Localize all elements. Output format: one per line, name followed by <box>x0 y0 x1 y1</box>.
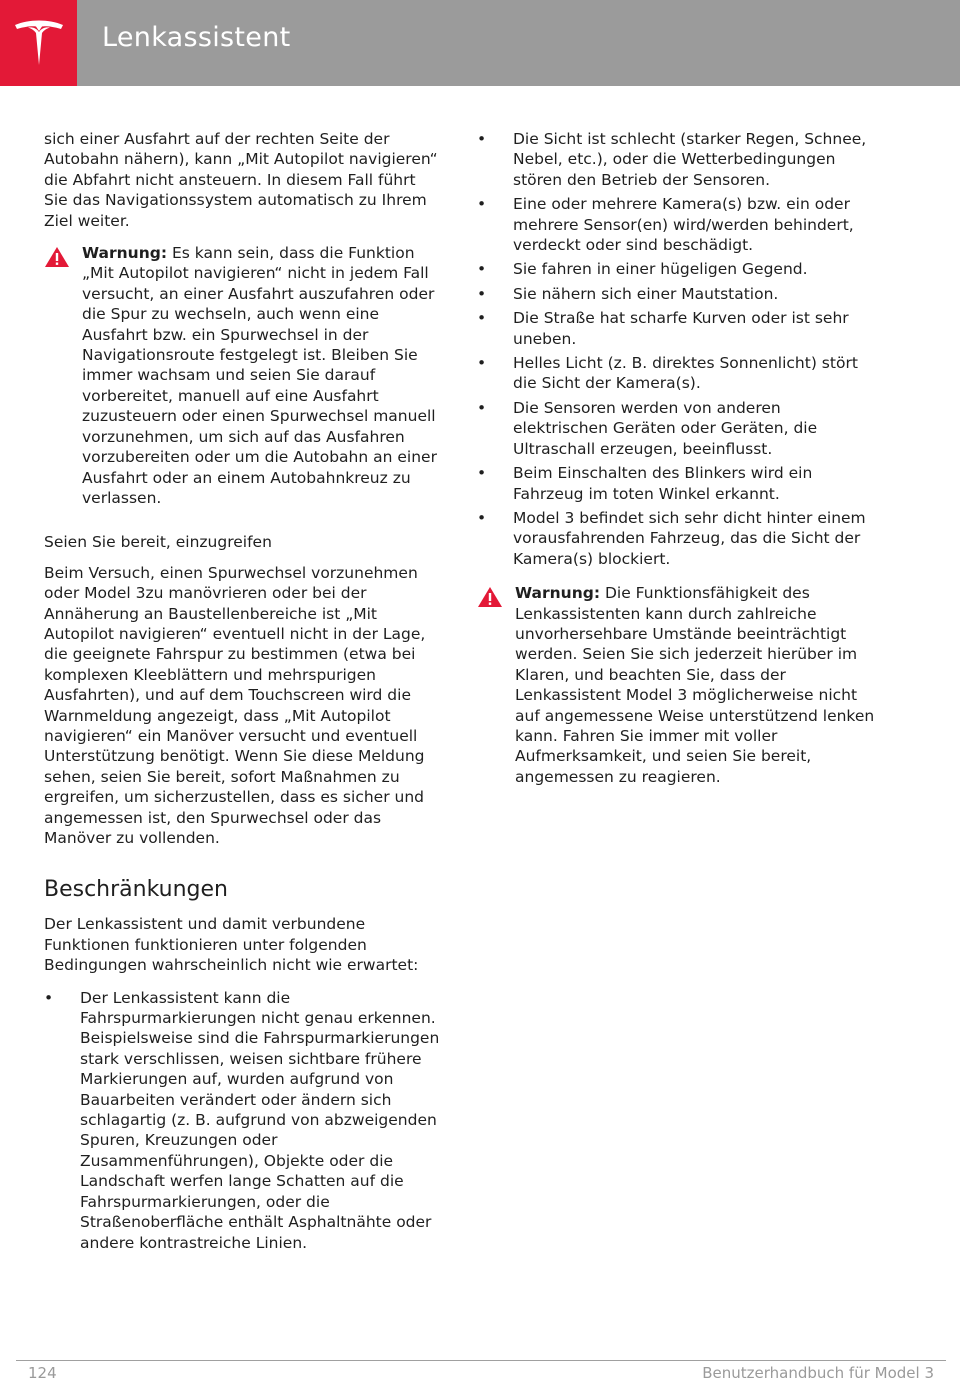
paragraph-limitations: Der Lenkassistent und damit verbundene Funktionen funktionieren unter folgenden Bedingungen wahrscheinlich nicht wie erwartet: <box>44 915 419 975</box>
bullet: • <box>477 260 487 279</box>
list-item-text: Sie nähern sich einer Mautstation. <box>513 284 779 303</box>
list-item <box>477 508 877 569</box>
bullet: • <box>477 195 487 214</box>
limitations-list-left <box>44 988 440 1253</box>
bullet: • <box>477 354 487 373</box>
bullet: • <box>477 284 487 303</box>
list-item-text: Model 3 befindet sich sehr dicht hinter einem vorausfahrenden Fahrzeug, das die Sicht der Kamera(s) blockiert. <box>513 508 866 568</box>
list-item <box>477 398 877 459</box>
list-item-text: Die Straße hat scharfe Kurven oder ist sehr uneben. <box>513 309 849 348</box>
list-item <box>477 284 877 304</box>
right-column <box>477 129 877 811</box>
page-header <box>0 0 960 86</box>
list-item <box>477 463 877 504</box>
warning-box <box>477 583 877 787</box>
list-item-text: Die Sensoren werden von anderen elektrischen Geräten oder Geräten, die Ultraschall erzeugen, beeinflusst. <box>513 398 818 458</box>
paragraph-intro: sich einer Ausfahrt auf der rechten Seite der Autobahn nähern), kann „Mit Autopilot navigieren“ die Abfahrt nicht ansteuern. In diesem Fall führt Sie das Navigationssystem automatisch zu Ihrem Ziel weiter. <box>44 130 438 230</box>
bullet: • <box>477 464 487 483</box>
warning-label: Warnung: <box>515 584 601 603</box>
paragraph-ready: Beim Versuch, einen Spurwechsel vorzunehmen oder Model 3zu manövrieren oder bei der Annäherung an Baustellenbereiche ist „Mit Autopilot navigieren“ eventuell nicht in der Lage, die geeignete Fahrspur zu bestimmen (etwa bei komplexen Kleeblättern und mehrspurigen Ausfahrten), und auf dem Touchscreen wird die Warnmeldung angezeigt, dass „Mit Autopilot navigieren“ ein Manöver versucht und eventuell Unterstützung benötigt. Wenn Sie diese Meldung sehen, seien Sie bereit, sofort Maßnahmen zu ergreifen, um sicherzustellen, dass es sicher und angemessen ist, den Spurwechsel oder das Manöver zu vollenden. <box>44 563 426 847</box>
list-item <box>477 129 877 190</box>
warning-triangle-icon <box>477 583 515 787</box>
list-item <box>44 988 440 1253</box>
subheading: Seien Sie bereit, einzugreifen <box>44 533 272 552</box>
bullet: • <box>477 309 487 328</box>
warning-text <box>515 583 877 787</box>
bullet: • <box>44 988 54 1007</box>
page-number: 124 <box>28 1364 57 1382</box>
bullet: • <box>477 130 487 148</box>
warning-box <box>44 243 440 508</box>
footer-title: Benutzerhandbuch für Model 3 <box>702 1364 934 1382</box>
brand-logo <box>0 0 77 86</box>
list-item-text: Der Lenkassistent kann die Fahrspurmarkierungen nicht genau erkennen. Beispielsweise sind die Fahrspurmarkierungen stark verschlissen, weisen sichtbare frühere Markierungen auf, wurden aufgrund von Bauarbeiten verändert oder ändern sich schlagartig (z. B. aufgrund von abzweigenden Spuren, Kreuzungen oder Zusammenführungen), Objekte oder die Landschaft werfen lange Schatten auf die Fahrspurmarkierungen, oder die Straßenoberfläche enthält Asphaltnähte oder andere kontrastreiche Linien. <box>80 988 440 1252</box>
list-item <box>477 353 877 394</box>
warning-text <box>82 243 440 508</box>
bullet: • <box>477 398 487 417</box>
list-item <box>477 308 877 349</box>
section-heading: Beschränkungen <box>44 877 228 903</box>
list-item-text: Beim Einschalten des Blinkers wird ein Fahrzeug im toten Winkel erkannt. <box>513 464 813 503</box>
warning-label: Warnung: <box>82 244 168 263</box>
warning-body: Die Funktionsfähigkeit des Lenkassistenten kann durch zahlreiche unvorhersehbare Umstände beeinträchtigt werden. Seien Sie sich jederzeit hierüber im Klaren, und beachten Sie, dass der Lenkassistent Model 3 möglicherweise nicht auf angemessene Weise unterstützend lenken kann. Fahren Sie immer mit voller Aufmerksamkeit, und seien Sie bereit, angemessen zu reagieren. <box>515 584 875 786</box>
limitations-list-right <box>477 129 877 569</box>
list-item-text: Sie fahren in einer hügeligen Gegend. <box>513 260 808 279</box>
left-column <box>44 129 440 1257</box>
list-item <box>477 194 877 255</box>
list-item-text: Die Sicht ist schlecht (starker Regen, Schnee, Nebel, etc.), oder die Wetterbedingungen stören den Betrieb der Sensoren. <box>513 130 867 189</box>
list-item-text: Eine oder mehrere Kamera(s) bzw. ein oder mehrere Sensor(en) wird/werden behindert, verdeckt oder sind beschädigt. <box>513 195 854 255</box>
tesla-logo-icon <box>11 15 67 71</box>
footer-divider <box>16 1360 946 1361</box>
list-item <box>477 259 877 279</box>
list-item-text: Helles Licht (z. B. direktes Sonnenlicht) stört die Sicht der Kamera(s). <box>513 354 858 393</box>
section-title: Lenkassistent <box>102 22 291 53</box>
warning-body: Es kann sein, dass die Funktion „Mit Autopilot navigieren“ nicht in jedem Fall versucht, an einer Ausfahrt auszufahren oder die Spur zu wechseln, auch wenn eine Ausfahrt bzw. ein Spurwechsel in der Navigationsroute festgelegt ist. Bleiben Sie immer wachsam und seien Sie darauf vorbereitet, manuell auf eine Ausfahrt zuzusteuern oder einen Spurwechsel manuell vorzunehmen, um sich auf das Ausfahren vorzubereiten oder um die Autobahn an einer Ausfahrt oder an einem Autobahnkreuz zu verlassen. <box>82 244 437 507</box>
bullet: • <box>477 508 487 527</box>
warning-triangle-icon <box>44 243 82 508</box>
